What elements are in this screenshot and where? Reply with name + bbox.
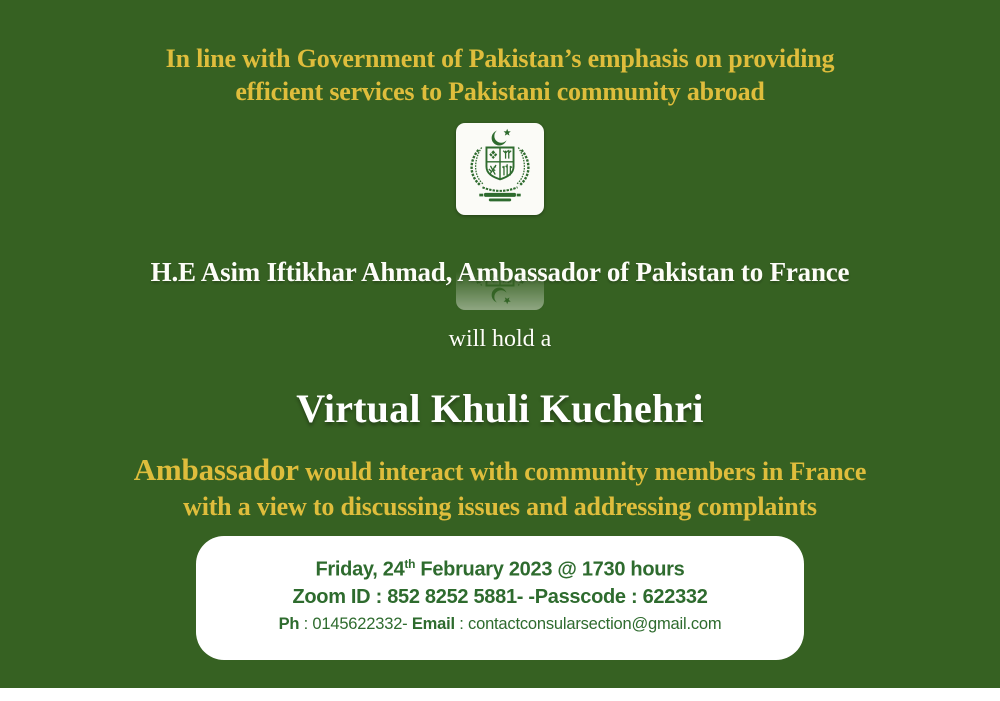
zoom-id-line: Zoom ID : 852 8252 5881- -Passcode : 622332 (292, 585, 708, 608)
subheading-will-hold-a: will hold a (448, 326, 552, 352)
phone-value: : 0145622332- (299, 614, 412, 633)
event-date-line (196, 551, 804, 584)
intro-line-1: In line with Government of Pakistan’s emphasis on providing (165, 44, 835, 73)
phone-label: Ph (278, 614, 300, 633)
event-details-card (196, 536, 804, 660)
event-date-suffix: February 2023 @ 1730 hours (415, 558, 685, 581)
bottom-white-strip (0, 688, 1000, 701)
emblem-container (456, 123, 544, 215)
event-title: Virtual Khuli Kuchehri (296, 386, 704, 431)
event-date-ordinal: th (404, 557, 416, 571)
description-line-1 (0, 452, 1000, 489)
description-line-2: with a view to discussing issues and addressing complaints (183, 492, 817, 521)
description-lead-word: Ambassador (133, 452, 299, 487)
email-value: : contactconsularsection@gmail.com (454, 614, 722, 633)
intro-text (0, 0, 1000, 108)
pakistan-state-emblem-graphic (460, 126, 540, 212)
pakistan-state-emblem-icon (456, 123, 544, 215)
contact-line (196, 611, 804, 637)
intro-line-2: efficient services to Pakistani community abroad (235, 77, 765, 106)
ambassador-heading: H.E Asim Iftikhar Ahmad, Ambassador of Pakistan to France (150, 257, 850, 287)
event-date-prefix: Friday, 24 (315, 558, 405, 581)
email-label: Email (411, 614, 455, 633)
description-text (0, 452, 1000, 524)
description-line-1-rest: would interact with community members in France (298, 457, 867, 486)
